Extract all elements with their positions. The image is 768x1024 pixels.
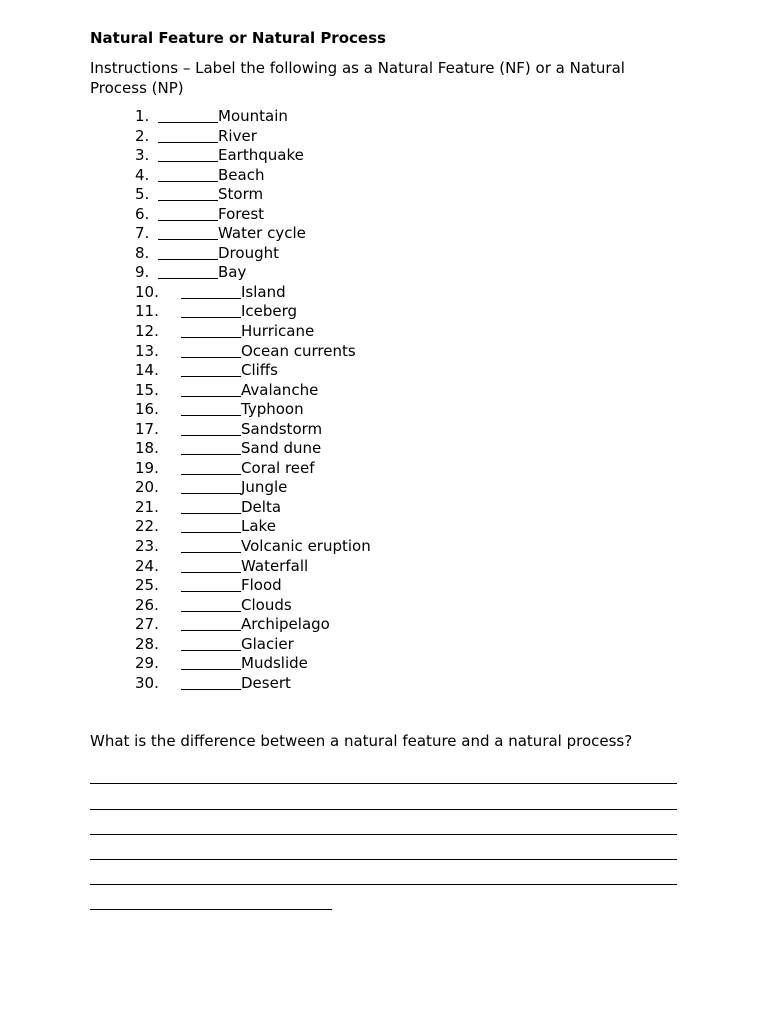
item-number: 2. (135, 126, 150, 145)
item-word: Cliffs (241, 361, 278, 380)
answer-blank[interactable] (181, 635, 241, 651)
answer-blank[interactable] (181, 596, 241, 612)
item-number: 26. (135, 595, 159, 614)
list-item (0, 498, 768, 518)
item-number: 22. (135, 517, 159, 536)
answer-blank[interactable] (181, 361, 241, 377)
list-item (0, 654, 768, 674)
item-word: River (218, 126, 257, 145)
list-item (0, 224, 768, 244)
item-number: 19. (135, 458, 159, 477)
list-item (0, 459, 768, 479)
list-item (0, 244, 768, 264)
list-item (0, 205, 768, 225)
item-word: Glacier (241, 634, 294, 653)
item-number: 1. (135, 107, 150, 125)
item-word: Beach (218, 165, 265, 184)
list-item (0, 420, 768, 440)
answer-blank[interactable] (181, 478, 241, 494)
item-number: 29. (135, 654, 159, 673)
item-number: 12. (135, 322, 159, 341)
list-item (0, 537, 768, 557)
answer-blank[interactable] (158, 107, 218, 123)
item-number: 13. (135, 341, 159, 360)
item-number: 20. (135, 478, 159, 497)
item-word: Iceberg (241, 302, 298, 321)
list-item (0, 185, 768, 205)
item-number: 6. (135, 204, 150, 223)
list-item (0, 381, 768, 401)
answer-blank[interactable] (158, 146, 218, 162)
item-word: Archipelago (241, 615, 330, 634)
list-item (0, 146, 768, 166)
item-number: 8. (135, 243, 150, 262)
item-number: 5. (135, 185, 150, 204)
answer-line[interactable] (90, 909, 332, 910)
item-word: Typhoon (241, 400, 304, 419)
worksheet-title: Natural Feature or Natural Process (90, 29, 386, 47)
answer-blank[interactable] (181, 517, 241, 533)
item-word: Hurricane (241, 322, 315, 341)
list-item (0, 596, 768, 616)
item-word: Coral reef (241, 458, 315, 477)
answer-blank[interactable] (181, 400, 241, 416)
answer-blank[interactable] (181, 615, 241, 631)
item-word: Delta (241, 497, 282, 516)
list-item (0, 166, 768, 186)
item-number: 24. (135, 556, 159, 575)
answer-blank[interactable] (158, 224, 218, 240)
list-item (0, 478, 768, 498)
list-item (0, 635, 768, 655)
answer-blank[interactable] (181, 537, 241, 553)
instructions-text: Instructions – Label the following as a Natural Feature (NF) or a Natural Process (NP) (90, 59, 625, 97)
item-word: Forest (218, 204, 265, 223)
list-item (0, 342, 768, 362)
item-word: Island (241, 282, 286, 301)
item-number: 25. (135, 576, 159, 595)
item-word: Flood (241, 576, 282, 595)
answer-blank[interactable] (181, 342, 241, 358)
item-number: 21. (135, 497, 159, 516)
item-word: Mudslide (241, 654, 308, 673)
item-number: 4. (135, 165, 150, 184)
label-list (0, 107, 768, 693)
list-item (0, 517, 768, 537)
item-word: Lake (241, 517, 276, 536)
answer-line[interactable] (90, 783, 677, 784)
list-item (0, 361, 768, 381)
item-number: 11. (135, 302, 159, 321)
answer-blank[interactable] (181, 498, 241, 514)
item-number: 14. (135, 361, 159, 380)
answer-blank[interactable] (158, 166, 218, 182)
list-item (0, 557, 768, 577)
list-item (0, 283, 768, 303)
list-item (0, 107, 768, 127)
item-word: Sand dune (241, 439, 322, 458)
item-number: 9. (135, 263, 150, 282)
answer-blank[interactable] (181, 439, 241, 455)
item-number: 23. (135, 537, 159, 556)
item-word: Waterfall (241, 556, 309, 575)
item-word: Volcanic eruption (241, 537, 371, 556)
list-item (0, 302, 768, 322)
item-word: Avalanche (241, 380, 319, 399)
answer-blank[interactable] (181, 459, 241, 475)
list-item (0, 615, 768, 635)
item-number: 7. (135, 224, 150, 243)
question-text: What is the difference between a natural feature and a natural process? (90, 732, 633, 750)
item-word: Jungle (241, 478, 288, 497)
list-item (0, 439, 768, 459)
item-number: 27. (135, 615, 159, 634)
item-number: 28. (135, 634, 159, 653)
answer-blank[interactable] (181, 381, 241, 397)
answer-line[interactable] (90, 809, 677, 810)
answer-blank[interactable] (158, 263, 218, 279)
item-number: 10. (135, 282, 159, 301)
item-number: 3. (135, 146, 150, 165)
item-word: Drought (218, 243, 279, 262)
answer-blank[interactable] (181, 302, 241, 318)
answer-blank[interactable] (181, 420, 241, 436)
item-number: 17. (135, 419, 159, 438)
answer-blank[interactable] (181, 654, 241, 670)
answer-blank[interactable] (158, 185, 218, 201)
answer-blank[interactable] (158, 205, 218, 221)
answer-blank[interactable] (158, 127, 218, 143)
item-number: 30. (135, 673, 159, 692)
list-item (0, 674, 768, 694)
list-item (0, 400, 768, 420)
item-number: 18. (135, 439, 159, 458)
answer-blank[interactable] (181, 322, 241, 338)
answer-blank[interactable] (181, 557, 241, 573)
item-word: Mountain (218, 107, 288, 125)
answer-line[interactable] (90, 859, 677, 860)
item-word: Sandstorm (241, 419, 323, 438)
item-word: Bay (218, 263, 247, 282)
answer-line[interactable] (90, 834, 677, 835)
list-item (0, 576, 768, 596)
answer-blank[interactable] (181, 576, 241, 592)
item-word: Storm (218, 185, 264, 204)
answer-blank[interactable] (181, 283, 241, 299)
item-word: Clouds (241, 595, 292, 614)
answer-blank[interactable] (158, 244, 218, 260)
list-item (0, 322, 768, 342)
list-item (0, 127, 768, 147)
answer-line[interactable] (90, 884, 677, 885)
item-number: 16. (135, 400, 159, 419)
item-word: Ocean currents (241, 341, 356, 360)
item-word: Desert (241, 673, 291, 692)
list-item (0, 263, 768, 283)
item-number: 15. (135, 380, 159, 399)
answer-blank[interactable] (181, 674, 241, 690)
item-word: Earthquake (218, 146, 304, 165)
item-word: Water cycle (218, 224, 306, 243)
